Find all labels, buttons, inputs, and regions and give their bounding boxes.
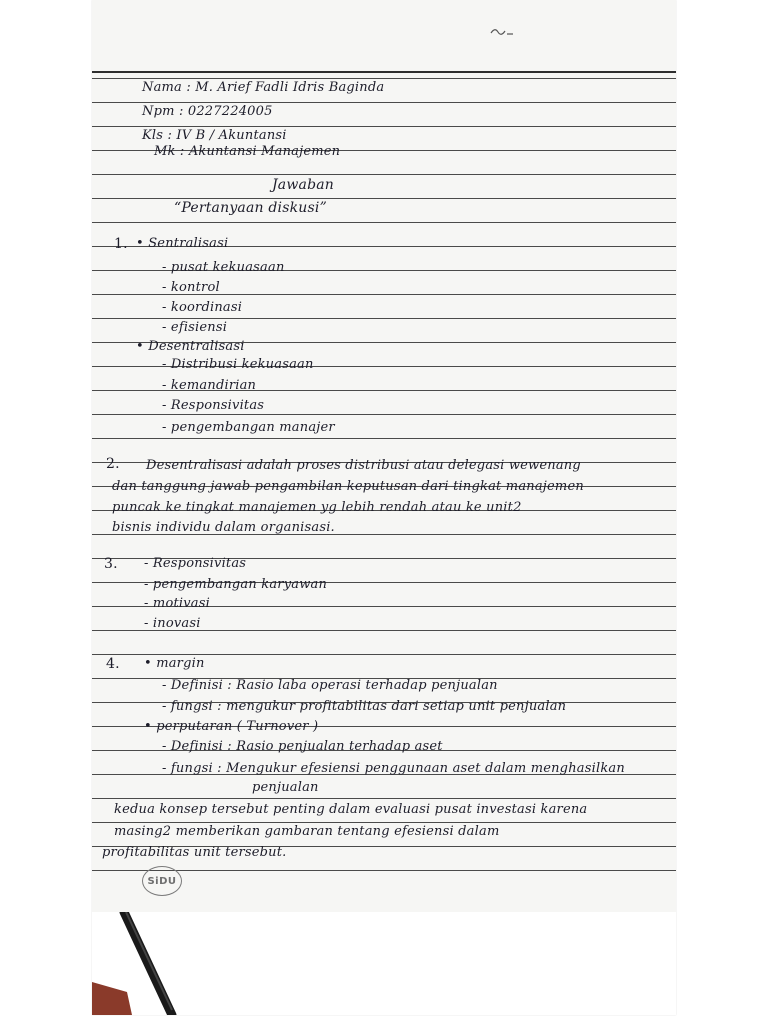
ruled-line	[92, 798, 676, 799]
margin-item: - Definisi : Rasio laba operasi terhadap penjualan	[162, 678, 498, 693]
conclusion-line: profitabilitas unit tersebut.	[102, 845, 287, 860]
ruled-line	[92, 414, 676, 415]
ruled-line	[92, 126, 676, 127]
ruled-line	[92, 222, 676, 223]
ruled-line	[92, 654, 676, 655]
centralization-item: - efisiensi	[162, 320, 228, 335]
student-npm: Npm : 0227224005	[142, 104, 273, 119]
centralization-item: - kontrol	[162, 280, 220, 295]
decentralization-item: - kemandirian	[162, 378, 257, 393]
conclusion-line: kedua konsep tersebut penting dalam evaluasi pusat investasi karena	[114, 802, 588, 817]
ruled-line	[92, 198, 676, 199]
notebook-page	[92, 0, 676, 1015]
conclusion-line: masing2 memberikan gambaran tentang efesiensi dalam	[114, 824, 500, 839]
centralization-item: - pusat kekuasaan	[162, 260, 285, 275]
answer-3-item: - motivasi	[144, 596, 210, 611]
ruled-line	[92, 78, 676, 79]
answer-2-line: Desentralisasi adalah proses distribusi atau delegasi wewenang	[146, 458, 581, 473]
answer-2-line: bisnis individu dalam organisasi.	[112, 520, 335, 535]
question-3-number: 3.	[104, 556, 118, 572]
ruled-line	[92, 822, 676, 823]
answer-3-item: - inovasi	[144, 616, 201, 631]
answer-2-line: dan tanggung jawab pengambilan keputusan dari tingkat manajemen	[112, 479, 584, 494]
question-4-number: 4.	[106, 656, 120, 672]
pen-mark-scribble	[489, 24, 515, 38]
centralization-title: • Sentralisasi	[136, 236, 229, 251]
sidu-logo-stamp: SiDU	[142, 866, 182, 896]
decentralization-item: - pengembangan manajer	[162, 420, 335, 435]
decentralization-title: • Desentralisasi	[136, 339, 245, 354]
answer-title: Jawaban	[272, 177, 335, 193]
margin-title: • margin	[144, 656, 205, 671]
decentralization-item: - Responsivitas	[162, 398, 265, 413]
turnover-item: - Definisi : Rasio penjualan terhadap aset	[162, 739, 443, 754]
course-name: Mk : Akuntansi Manajemen	[154, 144, 341, 159]
question-2-number: 2.	[106, 456, 120, 472]
question-1-number: 1.	[114, 236, 128, 252]
ruled-line	[92, 71, 676, 73]
margin-item: - fungsi : mengukur profitabilitas dari setiap unit penjualan	[162, 699, 567, 714]
turnover-title: • perputaran ( Turnover )	[144, 719, 319, 734]
student-class: Kls : IV B / Akuntansi	[142, 128, 287, 143]
answer-3-item: - pengembangan karyawan	[144, 577, 328, 592]
ruled-line	[92, 102, 676, 103]
ruled-line	[92, 174, 676, 175]
answer-3-item: - Responsivitas	[144, 556, 247, 571]
ruled-line	[92, 318, 676, 319]
ruled-line	[92, 870, 676, 871]
turnover-item-continued: penjualan	[252, 780, 319, 795]
student-name: Nama : M. Arief Fadli Idris Baginda	[142, 80, 385, 95]
answer-subtitle: “Pertanyaan diskusi”	[174, 200, 327, 216]
answer-2-line: puncak ke tingkat manajemen yg lebih rendah atau ke unit2	[112, 500, 522, 515]
centralization-item: - koordinasi	[162, 300, 243, 315]
pen-image	[92, 912, 232, 1015]
background-left	[0, 0, 92, 1024]
background-right	[676, 0, 768, 1024]
turnover-item: - fungsi : Mengukur efesiensi penggunaan aset dalam menghasilkan	[162, 761, 625, 776]
ruled-line	[92, 438, 676, 439]
decentralization-item: - Distribusi kekuasaan	[162, 357, 314, 372]
